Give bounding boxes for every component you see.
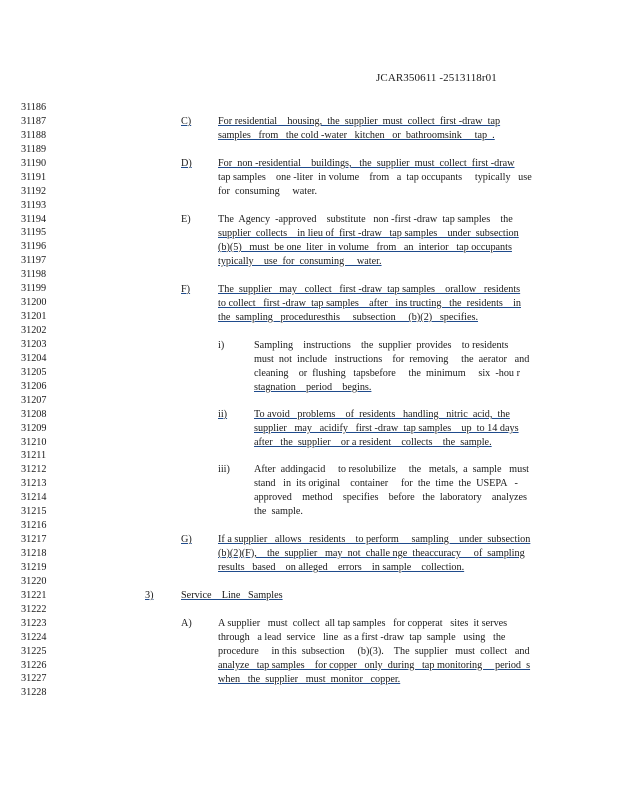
item-label-3a: A) — [181, 618, 192, 629]
item-label-d: D) — [181, 158, 192, 169]
item-d-line: for consuming water. — [218, 185, 318, 197]
item-g-text — [218, 533, 530, 575]
line-number: 31208 — [21, 408, 47, 420]
line-number: 31203 — [21, 338, 47, 350]
item-3a-line: procedure in this subsection (b)(3). The supplier must collect and — [218, 645, 530, 657]
line-number: 31228 — [21, 687, 47, 699]
item-3a-line: analyze tap samples for copper only during tap monitoring period s — [218, 659, 531, 671]
item-3a-line: through a lead service line as a first -draw tap sample using the — [218, 631, 506, 643]
item-c-text — [218, 115, 500, 143]
subitem-f-iii-text — [254, 463, 529, 519]
subitem-label-f-iii: iii) — [218, 464, 230, 475]
line-number: 31215 — [21, 506, 47, 518]
item-e-line: The Agency -approved substitute non -first -draw tap samples the — [218, 214, 513, 225]
subitem-f-iii-line: After addingacid to resolubilize the metals, a sample must — [254, 464, 529, 475]
item-label-c: C) — [181, 116, 192, 127]
subitem-f-iii-line: stand in its original container for the time the USEPA - — [254, 477, 518, 489]
line-number: 31197 — [21, 255, 47, 267]
line-number: 31213 — [21, 478, 47, 490]
subitem-label-f-i: i) — [218, 340, 225, 351]
subitem-f-i-line: must not include instructions for removing the aerator and — [254, 353, 530, 365]
item-f-line: to collect first -draw tap samples after ins tructing the residents in — [218, 297, 521, 309]
subitem-f-iii-line: approved method specifies before the laboratory analyzes — [254, 491, 527, 503]
subitem-f-ii-line: supplier may acidify first -draw tap samples up to 14 days — [254, 422, 519, 434]
line-number: 31204 — [21, 352, 47, 364]
line-number: 31226 — [21, 659, 47, 671]
document-id-header: JCAR350611 -2513118r01 — [376, 72, 497, 84]
line-number: 31207 — [21, 394, 47, 406]
line-number: 31189 — [21, 143, 47, 155]
line-number: 31193 — [21, 199, 47, 211]
item-label-g: G) — [181, 534, 192, 545]
item-f-line: The supplier may collect first -draw tap samples orallow residents — [218, 284, 521, 295]
subitem-f-i-line: cleaning or flushing tapsbefore the minimum six -hou r — [254, 367, 520, 379]
line-number: 31214 — [21, 492, 47, 504]
line-number: 31217 — [21, 534, 47, 546]
item-f-text — [218, 283, 521, 325]
line-number: 31220 — [21, 575, 47, 587]
line-number: 31205 — [21, 366, 47, 378]
item-e-line: typically use for consuming water. — [218, 255, 382, 267]
item-e-text — [218, 213, 519, 269]
item-3a-line: when the supplier must monitor copper. — [218, 673, 401, 685]
item-d-line: For non -residential buildings, the supplier must collect first -draw — [218, 158, 515, 169]
item-g-line: If a supplier allows residents to perform sampling under subsection — [218, 534, 531, 545]
line-number: 31223 — [21, 617, 47, 629]
line-number: 31200 — [21, 297, 47, 309]
item-e-line: supplier collects in lieu of first -draw tap samples under subsection — [218, 227, 519, 239]
line-number: 31186 — [21, 102, 47, 113]
line-number: 31212 — [21, 464, 47, 476]
subitem-label-f-ii: ii) — [218, 409, 228, 420]
line-number: 31209 — [21, 422, 47, 434]
item-e-line: (b)(5) must be one liter in volume from an interior tap occupants — [218, 241, 512, 253]
section-3-title-line: Service Line Samples — [181, 590, 283, 601]
subitem-f-i-line: stagnation period begins. — [254, 381, 372, 393]
line-number: 31199 — [21, 283, 47, 295]
line-number-column — [21, 101, 46, 700]
item-d-line: tap samples one -liter in volume from a tap occupants typically use — [218, 171, 532, 183]
line-number: 31206 — [21, 380, 47, 392]
item-label-e: E) — [181, 214, 191, 225]
item-d-text — [218, 157, 532, 199]
subitem-f-i-text — [254, 339, 529, 395]
line-number: 31216 — [21, 520, 47, 532]
section-label-3: 3) — [145, 590, 154, 601]
line-number: 31195 — [21, 227, 47, 239]
line-number: 31210 — [21, 436, 47, 448]
line-number: 31202 — [21, 325, 47, 336]
line-number: 31225 — [21, 645, 47, 657]
subitem-f-ii-text — [254, 408, 519, 450]
line-number: 31187 — [21, 115, 47, 127]
line-number: 31222 — [21, 603, 47, 615]
item-g-line: (b)(2)(F), the supplier may not challe nge theaccuracy of sampling — [218, 547, 525, 559]
line-number: 31219 — [21, 561, 47, 573]
line-number: 31227 — [21, 673, 47, 685]
line-number: 31194 — [21, 213, 47, 225]
line-number: 31188 — [21, 129, 47, 141]
item-3a-line: A supplier must collect all tap samples for copperat sites it serves — [218, 618, 508, 629]
subitem-f-iii-line: the sample. — [254, 505, 303, 517]
section-3-title — [181, 589, 283, 603]
line-number: 31192 — [21, 185, 47, 197]
subitem-f-ii-line: after the supplier or a resident collects the sample. — [254, 436, 492, 448]
line-number: 31190 — [21, 157, 47, 169]
subitem-f-ii-line: To avoid problems of residents handling nitric acid, the — [254, 409, 510, 420]
line-number: 31224 — [21, 631, 47, 643]
line-number: 31201 — [21, 311, 47, 323]
item-f-line: the sampling proceduresthis subsection (b)(2) specifies. — [218, 311, 479, 323]
item-label-f: F) — [181, 284, 191, 295]
line-number: 31191 — [21, 171, 47, 183]
item-3a-text — [218, 617, 530, 687]
line-number: 31196 — [21, 241, 47, 253]
line-number: 31218 — [21, 548, 47, 559]
item-c-line: For residential housing, the supplier must collect first -draw tap — [218, 116, 501, 127]
item-g-line: results based on alleged errors in sample collection. — [218, 561, 465, 573]
item-c-line: samples from the cold -water kitchen or bathroomsink tap . — [218, 129, 495, 141]
subitem-f-i-line: Sampling instructions the supplier provides to residents — [254, 340, 509, 351]
line-number: 31211 — [21, 450, 47, 462]
line-number: 31198 — [21, 269, 47, 281]
line-number: 31221 — [21, 589, 47, 601]
